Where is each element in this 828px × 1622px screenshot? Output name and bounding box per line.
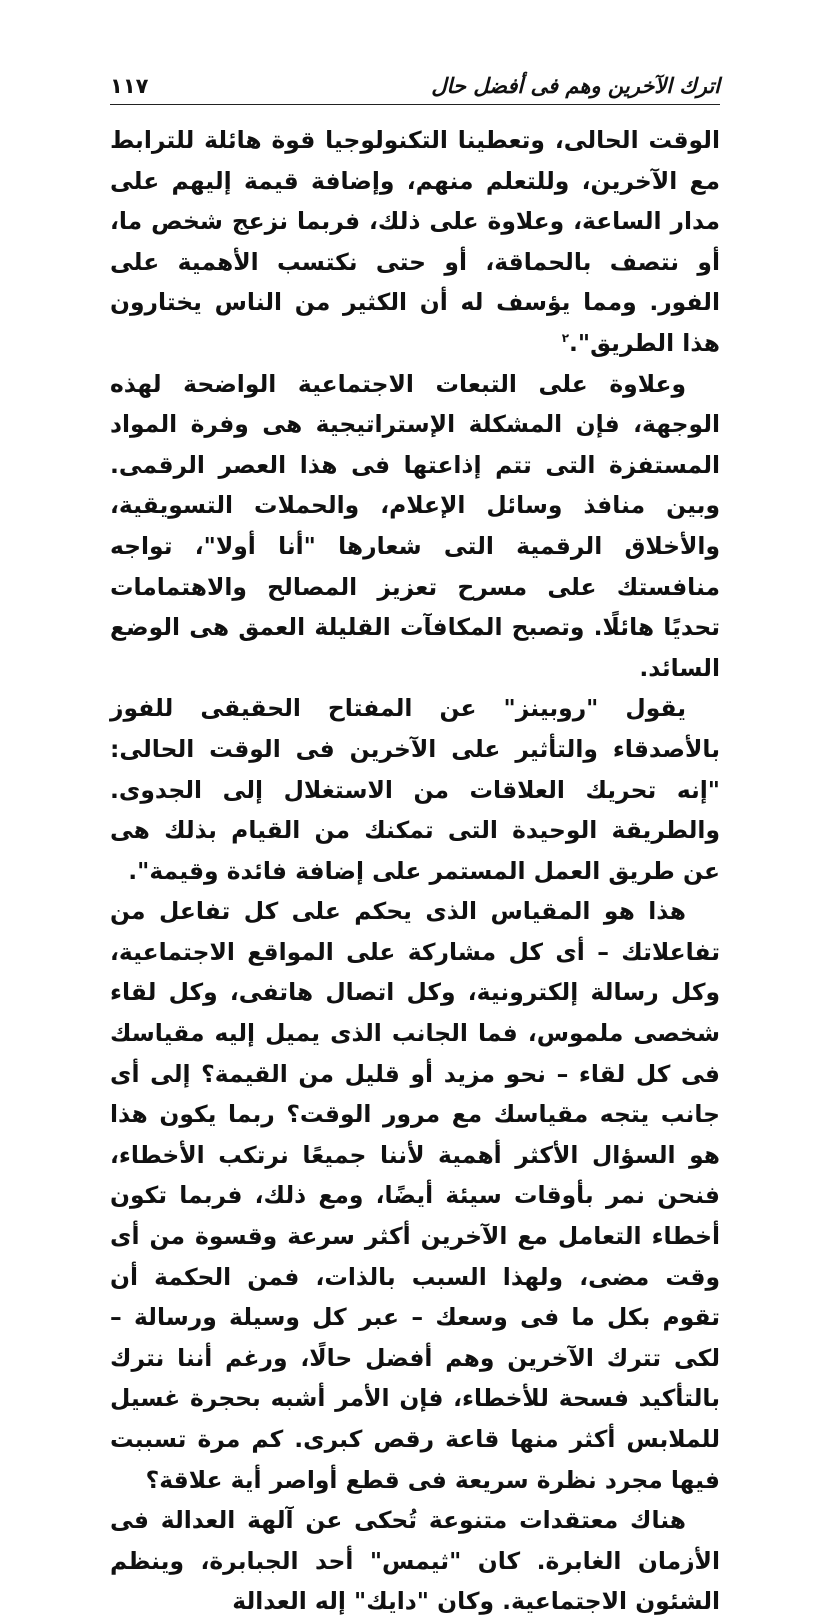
running-header	[110, 58, 720, 105]
body-text	[110, 120, 720, 1622]
paragraph	[110, 120, 720, 364]
page-number: ١١٧	[110, 74, 149, 98]
paragraph: هذا هو المقياس الذى يحكم على كل تفاعل من تفاعلاتك – أى كل مشاركة على المواقع الاجتماعية، وكل رسالة إلكترونية، وكل اتصال هاتفى، وكل لقاء شخصى ملموس، فما الجانب الذى يميل إليه مقياسك فى كل لقاء – نحو مزيد أو قليل من القيمة؟ إلى أى جانب يتجه مقياسك مع مرور الوقت؟ ربما يكون هذا هو السؤال الأكثر أهمية لأننا جميعًا نرتكب الأخطاء، فنحن نمر بأوقات سيئة أيضًا، ومع ذلك، فربما تكون أخطاء التعامل مع الآخرين أكثر سرعة وقسوة من أى وقت مضى، ولهذا السبب بالذات، فمن الحكمة أن تقوم بكل ما فى وسعك – عبر كل وسيلة ورسالة – لكى تترك الآخرين وهم أفضل حالًا، ورغم أننا نترك بالتأكيد فسحة للأخطاء، فإن الأمر أشبه بحجرة غسيل للملابس أكثر منها قاعة رقص كبرى. كم مرة تسببت فيها مجرد نظرة سريعة فى قطع أواصر أية علاقة؟	[110, 897, 720, 1494]
paragraph: وعلاوة على التبعات الاجتماعية الواضحة لهذه الوجهة، فإن المشكلة الإستراتيجية هى وفرة المواد المستفزة التى تتم إذاعتها فى هذا العصر الرقمى. وبين منافذ وسائل الإعلام، والحملات التسويقية، والأخلاق الرقمية التى شعارها "أنا أولا"، تواجه منافستك على مسرح تعزيز المصالح والاهتمامات تحديًا هائلًا. وتصبح المكافآت القليلة العمق هى الوضع السائد.	[110, 369, 720, 682]
running-title: اترك الآخرين وهم فى أفضل حال	[431, 74, 720, 98]
paragraph: هناك معتقدات متنوعة تُحكى عن آلهة العدالة فى الأزمان الغابرة. كان "ثيمس" أحد الجبابرة، وينظم الشئون الاجتماعية. وكان "دايك" إله العدالة	[110, 1506, 720, 1616]
footnote-marker: ٢	[561, 331, 570, 346]
paragraph-text: الوقت الحالى، وتعطينا التكنولوجيا قوة هائلة للترابط مع الآخرين، وللتعلم منهم، وإضافة قيمة إليهم على مدار الساعة، وعلاوة على ذلك، فربما نزعج شخص ما، أو نتصف بالحماقة، أو حتى نكتسب الأهمية على الفور. ومما يؤسف له أن الكثير من الناس يختارون هذا الطريق".	[110, 126, 720, 357]
paragraph: يقول "روبينز" عن المفتاح الحقيقى للفوز بالأصدقاء والتأثير على الآخرين فى الوقت الحالى: "إنه تحريك العلاقات من الاستغلال إلى الجدوى. والطريقة الوحيدة التى تمكنك من القيام بذلك هى عن طريق العمل المستمر على إضافة فائدة وقيمة".	[110, 694, 720, 885]
